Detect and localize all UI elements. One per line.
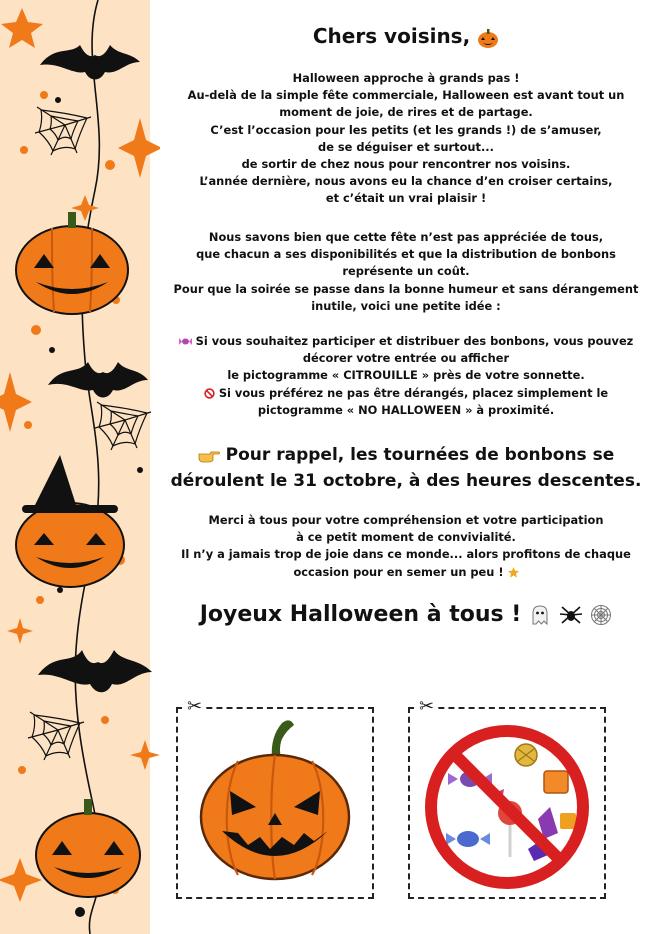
no-candy-icon	[410, 709, 604, 897]
participate-line: le pictogramme « CITROUILLE » près de votre sonnette.	[227, 368, 585, 383]
letter-title	[150, 22, 662, 50]
context-paragraph	[150, 229, 662, 315]
context-line: inutile, voici une petite idée :	[311, 298, 501, 313]
decorative-strip	[0, 0, 150, 934]
options-paragraph	[150, 333, 662, 419]
reminder-line: déroulent le 31 octobre, à des heures descentes.	[170, 471, 642, 491]
intro-line: et c’était un vrai plaisir !	[325, 191, 487, 206]
title-text: Chers voisins,	[312, 24, 471, 48]
pumpkin-pictogram	[176, 696, 374, 899]
decline-line	[150, 385, 662, 402]
context-line: Nous savons bien que cette fête n’est pas appréciée de tous,	[208, 230, 604, 244]
thanks-text: occasion pour en semer un peu !	[293, 564, 504, 579]
candy-icon	[179, 336, 192, 347]
context-line: que chacun a ses disponibilités et que la distribution de bonbons	[196, 247, 616, 262]
thanks-line: à ce petit moment de convivialité.	[296, 530, 516, 545]
scissors-icon: ✂	[416, 698, 437, 716]
intro-line: moment de joie, de rires et de partage.	[279, 105, 533, 120]
intro-line: Au-delà de la simple fête commerciale, Halloween est avant tout un	[187, 88, 625, 103]
participate-line	[150, 333, 662, 350]
intro-line: Halloween approche à grands pas !	[292, 71, 520, 85]
thanks-paragraph	[150, 512, 662, 581]
context-line: représente un coût.	[342, 264, 470, 279]
closing-text: Joyeux Halloween à tous !	[199, 602, 522, 627]
thanks-line	[150, 564, 662, 581]
thanks-line: Merci à tous pour votre compréhension et votre participation	[208, 513, 604, 527]
intro-line: C’est l’occasion pour les petits (et les grands !) de s’amuser,	[210, 122, 602, 137]
thanks-line: Il n’y a jamais trop de joie dans ce monde... alors profitons de chaque	[181, 547, 631, 562]
pointing-hand-icon	[198, 447, 220, 463]
halloween-garland-illustration	[0, 0, 160, 934]
letter-content	[150, 0, 662, 934]
closing-line	[150, 600, 662, 630]
decline-line: pictogramme « NO HALLOWEEN » à proximité.	[257, 402, 555, 417]
reminder-text: Pour rappel, les tournées de bonbons se	[225, 445, 615, 465]
no-entry-icon	[204, 388, 215, 399]
no-halloween-pictogram	[408, 696, 606, 899]
intro-line: de se déguiser et surtout...	[318, 139, 494, 154]
context-line: Pour que la soirée se passe dans la bonne humeur et sans dérangement	[173, 281, 639, 296]
star-icon	[508, 567, 519, 578]
intro-paragraph	[150, 70, 662, 208]
pumpkin-icon	[477, 27, 499, 49]
reminder-line	[150, 442, 662, 468]
pumpkin-decorations	[16, 212, 140, 897]
spider-web-icon	[590, 604, 612, 626]
participate-line: décorer votre entrée ou afficher	[302, 351, 510, 366]
ghost-icon	[529, 604, 551, 626]
reminder-paragraph	[150, 442, 662, 494]
intro-line: L’année dernière, nous avons eu la chance d’en croiser certains,	[199, 174, 613, 189]
scissors-icon: ✂	[184, 698, 205, 716]
spider-icon	[559, 604, 583, 626]
jack-o-lantern-icon	[178, 709, 372, 897]
decline-text: Si vous préférez ne pas être dérangés, placez simplement le	[218, 385, 609, 400]
intro-line: de sortir de chez nous pour rencontrer nos voisins.	[241, 157, 571, 172]
participate-text: Si vous souhaitez participer et distribuer des bonbons, vous pouvez	[195, 334, 634, 348]
